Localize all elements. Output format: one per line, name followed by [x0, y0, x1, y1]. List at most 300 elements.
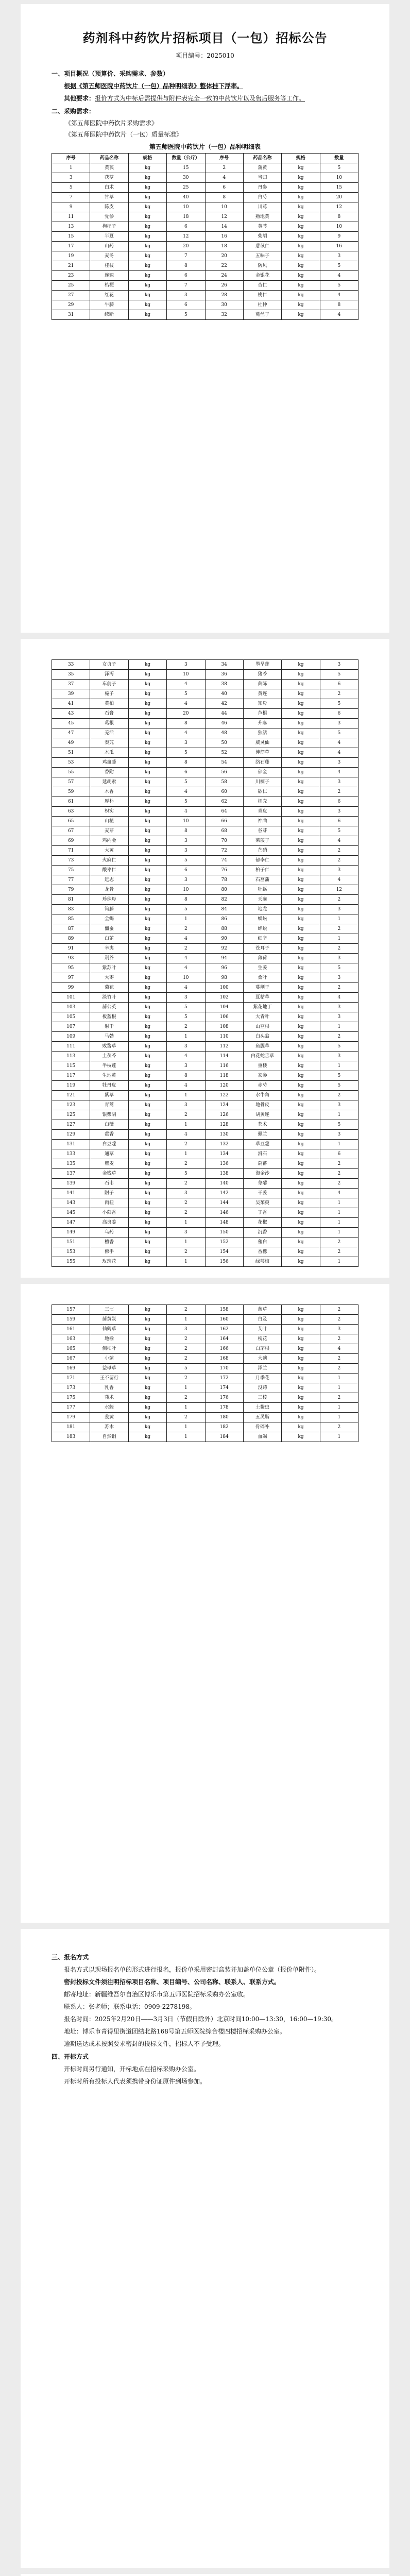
table-cell: 香附 [90, 768, 128, 777]
table-cell: 2 [167, 1334, 205, 1344]
table-cell: 63 [52, 807, 90, 817]
table-cell: kg [128, 905, 166, 914]
table-cell: kg [128, 748, 166, 758]
table-cell: 2 [167, 944, 205, 954]
table-cell: kg [128, 1110, 166, 1120]
table-cell: 1 [167, 1403, 205, 1413]
table-cell: 1 [52, 163, 90, 173]
table-cell: 砂仁 [243, 787, 281, 797]
table-cell: 5 [167, 689, 205, 699]
table-cell: 茜草 [243, 1305, 281, 1315]
table-cell: kg [282, 281, 320, 291]
table-cell: 木香 [90, 787, 128, 797]
table-cell: 170 [205, 1364, 243, 1374]
table-cell: 4 [320, 291, 358, 300]
table-cell: 茯苓 [90, 173, 128, 183]
table-cell: 赤芍 [243, 1081, 281, 1091]
table-cell: 射干 [90, 1022, 128, 1032]
table-cell: 青皮 [243, 807, 281, 817]
table-cell: 15 [320, 183, 358, 193]
table-cell: kg [282, 212, 320, 222]
table-cell: kg [282, 1403, 320, 1413]
table-cell: 4 [205, 173, 243, 183]
table-row [52, 738, 358, 748]
table-cell: 没药 [243, 1383, 281, 1393]
table-cell: kg [282, 1091, 320, 1100]
table-cell: 5 [320, 963, 358, 973]
table-cell: 3 [167, 1189, 205, 1198]
table-row [52, 914, 358, 924]
table-row [52, 1110, 358, 1120]
table-row [52, 1042, 358, 1052]
table-cell: kg [128, 963, 166, 973]
table-cell: 白术 [90, 183, 128, 193]
table-cell: kg [128, 173, 166, 183]
table-cell: kg [128, 689, 166, 699]
table-cell: kg [282, 251, 320, 261]
table-cell: kg [282, 1052, 320, 1061]
table-cell: kg [128, 875, 166, 885]
table-cell: kg [128, 1179, 166, 1189]
table-cell: 24 [205, 271, 243, 281]
table-cell: kg [282, 1393, 320, 1403]
table-cell: 3 [320, 1003, 358, 1012]
table-cell: 3 [320, 905, 358, 914]
table-cell: kg [128, 826, 166, 836]
table-row [52, 281, 358, 291]
table-cell: kg [282, 1238, 320, 1247]
table-cell: 伸筋草 [243, 748, 281, 758]
table-cell: 厚朴 [90, 797, 128, 807]
table-cell: kg [282, 768, 320, 777]
table-cell: kg [128, 973, 166, 983]
table-cell: 85 [52, 914, 90, 924]
table-cell: 7 [167, 251, 205, 261]
table-cell: 地骨皮 [243, 1100, 281, 1110]
table-cell: kg [128, 1208, 166, 1218]
table-cell: 73 [52, 856, 90, 866]
table-cell: 苍术 [243, 1120, 281, 1130]
table-cell: 114 [205, 1052, 243, 1061]
header-cell: 药品名称 [90, 154, 128, 163]
header-cell: 数量 [320, 154, 358, 163]
table-row [52, 1140, 358, 1149]
table-cell: 2 [320, 944, 358, 954]
table-cell: 173 [52, 1383, 90, 1393]
table-cell: 5 [320, 728, 358, 738]
table-cell: 菟丝子 [243, 310, 281, 320]
table-cell: 大青叶 [243, 1012, 281, 1022]
table-cell: 牛膝 [90, 300, 128, 310]
table-cell: 1 [167, 1149, 205, 1159]
table-cell: kg [282, 680, 320, 689]
table-cell: 牡丹皮 [90, 1081, 128, 1091]
table-cell: kg [128, 1120, 166, 1130]
table-cell: 蝉蜕 [243, 924, 281, 934]
table-cell: 171 [52, 1374, 90, 1383]
table-cell: 93 [52, 954, 90, 963]
table-row [52, 1344, 358, 1354]
table-cell: 6 [167, 300, 205, 310]
table-cell: 生地黄 [90, 1071, 128, 1081]
table-cell: kg [128, 738, 166, 748]
table-cell: 56 [205, 768, 243, 777]
table-cell: 10 [167, 973, 205, 983]
table-cell: kg [282, 1354, 320, 1364]
table-row [52, 300, 358, 310]
table-cell: 2 [320, 846, 358, 856]
table-cell: 猪苓 [243, 670, 281, 680]
table-cell: kg [282, 738, 320, 748]
table-cell: 4 [167, 728, 205, 738]
table-cell: kg [128, 281, 166, 291]
table-cell: 4 [167, 1130, 205, 1140]
table-row [52, 836, 358, 846]
table-cell: 121 [52, 1091, 90, 1100]
table-cell: 骨碎补 [243, 1422, 281, 1432]
table-cell: 155 [52, 1257, 90, 1267]
table-cell: 4 [320, 768, 358, 777]
table-cell: 130 [205, 1130, 243, 1140]
table-cell: 五味子 [243, 251, 281, 261]
table-row [52, 242, 358, 251]
table-row [52, 1091, 358, 1100]
table-cell: 48 [205, 728, 243, 738]
opening-attendance: 开标时所有投标人代表须携带身份证原件到场参加。 [64, 2078, 207, 2085]
table-cell: 5 [320, 699, 358, 709]
table-cell: 61 [52, 797, 90, 807]
table-cell: 79 [52, 885, 90, 895]
table-cell: 薏苡仁 [243, 242, 281, 251]
table-row [52, 1130, 358, 1140]
table-cell: 26 [205, 281, 243, 291]
table-cell: 57 [52, 777, 90, 787]
table-cell: 27 [52, 291, 90, 300]
table-row [52, 202, 358, 212]
table-cell: 53 [52, 758, 90, 768]
table-cell: 6 [320, 797, 358, 807]
table-cell: 16 [205, 232, 243, 242]
table-cell: 4 [167, 963, 205, 973]
table-cell: 126 [205, 1110, 243, 1120]
table-cell: 18 [167, 212, 205, 222]
table-cell: 18 [205, 242, 243, 251]
table-cell: 黄柏 [90, 699, 128, 709]
table-cell: kg [282, 807, 320, 817]
table-cell: 蒲公英 [90, 1003, 128, 1012]
table-cell: kg [282, 670, 320, 680]
table-cell: 4 [320, 310, 358, 320]
table-cell: kg [282, 183, 320, 193]
table-cell: kg [128, 944, 166, 954]
table-cell: 17 [52, 242, 90, 251]
table-cell: 6 [320, 1149, 358, 1159]
table-cell: 续断 [90, 310, 128, 320]
table-cell: 花椒 [243, 1218, 281, 1228]
table-cell: 3 [320, 1100, 358, 1110]
table-cell: 熟地黄 [243, 212, 281, 222]
table-row [52, 1374, 358, 1383]
table-cell: 148 [205, 1218, 243, 1228]
table-cell: kg [282, 944, 320, 954]
table-cell: 144 [205, 1198, 243, 1208]
table-cell: 甘草 [90, 193, 128, 202]
table-cell: kg [282, 856, 320, 866]
table-cell: 羌活 [90, 728, 128, 738]
table-cell: 20 [167, 709, 205, 719]
header-cell: 药品名称 [243, 154, 281, 163]
table-cell: 34 [205, 660, 243, 670]
table-cell: 郁李仁 [243, 856, 281, 866]
header-cell: 序号 [205, 154, 243, 163]
table-cell: kg [128, 866, 166, 875]
table-cell: 117 [52, 1071, 90, 1081]
table-row [52, 973, 358, 983]
table-cell: 178 [205, 1403, 243, 1413]
table-cell: 秦艽 [90, 738, 128, 748]
table-cell: 65 [52, 817, 90, 826]
table-row [52, 866, 358, 875]
table-cell: kg [128, 1344, 166, 1354]
table-cell: 升麻 [243, 719, 281, 728]
table-cell: 2 [167, 1305, 205, 1315]
table-cell: kg [282, 1374, 320, 1383]
table-cell: 108 [205, 1022, 243, 1032]
table-cell: kg [128, 777, 166, 787]
table-cell: 154 [205, 1247, 243, 1257]
table-cell: 4 [167, 680, 205, 689]
table-cell: 76 [205, 866, 243, 875]
table-cell: kg [128, 212, 166, 222]
header-cell: 序号 [52, 154, 90, 163]
project-number: 项目编号：2025010 [176, 52, 234, 59]
table-cell: 香橼 [243, 1247, 281, 1257]
table-cell: 白芷 [90, 934, 128, 944]
table-cell: 180 [205, 1413, 243, 1422]
table-cell: 桑叶 [243, 973, 281, 983]
table-cell: 僵蚕 [90, 924, 128, 934]
table-cell: kg [282, 1422, 320, 1432]
table-cell: 全蝎 [90, 914, 128, 924]
table-cell: kg [128, 1228, 166, 1238]
table-row [52, 954, 358, 963]
table-cell: 47 [52, 728, 90, 738]
page-5 [21, 2574, 389, 2576]
table-row [52, 1120, 358, 1130]
table-cell: 107 [52, 1022, 90, 1032]
table-cell: 薤白 [243, 1238, 281, 1247]
table-cell: 2 [167, 1374, 205, 1383]
table-cell: 6 [205, 183, 243, 193]
table-cell: 薄荷 [243, 954, 281, 963]
table-cell: 1 [320, 1208, 358, 1218]
table-cell: kg [128, 300, 166, 310]
table-cell: 土鳖虫 [243, 1403, 281, 1413]
table-cell: 自然铜 [90, 1432, 128, 1442]
table-cell: 30 [167, 173, 205, 183]
table-cell: 3 [167, 1228, 205, 1238]
table-cell: 67 [52, 826, 90, 836]
table-cell: 45 [52, 719, 90, 728]
table-cell: 酸枣仁 [90, 866, 128, 875]
table-cell: 8 [167, 1071, 205, 1081]
table-row [52, 1315, 358, 1325]
table-cell: kg [128, 856, 166, 866]
table-cell: kg [282, 914, 320, 924]
table-cell: 95 [52, 963, 90, 973]
table-cell: kg [282, 261, 320, 271]
table-cell: 丹参 [243, 183, 281, 193]
table-cell: 2 [320, 856, 358, 866]
table-cell: 黄芪 [90, 163, 128, 173]
table-cell: kg [282, 748, 320, 758]
table-row [52, 212, 358, 222]
table-cell: 167 [52, 1354, 90, 1364]
table-cell: 辛夷 [90, 944, 128, 954]
table-row [52, 1100, 358, 1110]
table-cell: 海金沙 [243, 1169, 281, 1179]
section-2-heading: 二、采购需求： [52, 108, 95, 115]
table-cell: 8 [167, 895, 205, 905]
table-cell: 7 [167, 281, 205, 291]
table-cell: 160 [205, 1315, 243, 1325]
table-cell: 1 [167, 914, 205, 924]
table-row [52, 1334, 358, 1344]
table-cell: 侧柏叶 [90, 1344, 128, 1354]
table-cell: 106 [205, 1012, 243, 1022]
table-cell: 3 [167, 660, 205, 670]
table-cell: 防风 [243, 261, 281, 271]
table-cell: 天麻 [243, 895, 281, 905]
table-cell: 红花 [90, 291, 128, 300]
table-cell: 2 [320, 924, 358, 934]
table-cell: kg [128, 758, 166, 768]
table-cell: 4 [167, 983, 205, 993]
table-cell: 5 [167, 777, 205, 787]
table-cell: 78 [205, 875, 243, 885]
table-cell: 105 [52, 1012, 90, 1022]
table-cell: 4 [167, 1052, 205, 1061]
table-cell: kg [128, 1334, 166, 1344]
table-row [52, 670, 358, 680]
table-cell: kg [128, 222, 166, 232]
table-cell: 6 [167, 768, 205, 777]
table-cell: 25 [52, 281, 90, 291]
table-row [52, 1012, 358, 1022]
table-cell: kg [282, 1189, 320, 1198]
table-cell: 白及 [243, 1315, 281, 1325]
table-cell: 4 [320, 748, 358, 758]
table-cell: 5 [167, 1012, 205, 1022]
table-row [52, 1071, 358, 1081]
table-cell: 4 [320, 993, 358, 1003]
table-cell: 枳实 [90, 807, 128, 817]
table-cell: 3 [320, 1130, 358, 1140]
table-cell: 1 [320, 1374, 358, 1383]
table-cell: 莱菔子 [243, 836, 281, 846]
table-row [52, 1238, 358, 1247]
table-cell: kg [128, 1422, 166, 1432]
table-cell: 142 [205, 1189, 243, 1198]
table-cell: 3 [167, 738, 205, 748]
table-cell: 木瓜 [90, 748, 128, 758]
table-cell: kg [128, 1354, 166, 1364]
table-cell: kg [128, 271, 166, 281]
section-3-heading: 三、报名方式 [52, 1954, 89, 1961]
table-cell: kg [128, 719, 166, 728]
table-cell: 佛手 [90, 1247, 128, 1257]
table-cell: 37 [52, 680, 90, 689]
table-cell: 169 [52, 1364, 90, 1374]
table-cell: 1 [320, 1228, 358, 1238]
table-row [52, 261, 358, 271]
table-row [52, 699, 358, 709]
table-cell: 101 [52, 993, 90, 1003]
table-cell: 165 [52, 1344, 90, 1354]
note-text: 报价方式为中标后需提供与附件表完全一致的中药饮片以及售后服务等工作。 [95, 95, 305, 102]
table-cell: kg [282, 885, 320, 895]
table-cell: 水牛角 [243, 1091, 281, 1100]
table-cell: 161 [52, 1325, 90, 1334]
table-cell: 8 [167, 826, 205, 836]
table-cell: kg [282, 271, 320, 281]
table-cell: 125 [52, 1110, 90, 1120]
table-cell: 威灵仙 [243, 738, 281, 748]
table-cell: kg [282, 1315, 320, 1325]
table-cell: 2 [320, 787, 358, 797]
table-cell: kg [282, 1325, 320, 1334]
table-cell: 白茅根 [243, 1344, 281, 1354]
table-cell: 白薇 [90, 1120, 128, 1130]
header-cell: 规格 [282, 154, 320, 163]
table-cell: 4 [167, 807, 205, 817]
table-cell: 10 [205, 202, 243, 212]
table-cell: 白头翁 [243, 1032, 281, 1042]
table-cell: 5 [320, 670, 358, 680]
table-cell: 146 [205, 1208, 243, 1218]
table-cell: kg [282, 1022, 320, 1032]
opening-time: 开标时间另行通知，开标地点在招标采购办公室。 [64, 2065, 200, 2073]
table-cell: 128 [205, 1120, 243, 1130]
table-cell: kg [282, 924, 320, 934]
table-cell: 麦冬 [90, 251, 128, 261]
table-cell: kg [282, 1100, 320, 1110]
table-cell: 10 [320, 173, 358, 183]
table-cell: 5 [320, 1071, 358, 1081]
table-cell: 183 [52, 1432, 90, 1442]
table-cell: kg [282, 699, 320, 709]
table-cell: 8 [320, 300, 358, 310]
table-cell: 沉香 [243, 1228, 281, 1238]
table-cell: 1 [167, 1091, 205, 1100]
table-row [52, 1403, 358, 1413]
table-cell: 113 [52, 1052, 90, 1061]
table-cell: 石菖蒲 [243, 875, 281, 885]
table-cell: 芦根 [243, 709, 281, 719]
table-cell: 重楼 [243, 1061, 281, 1071]
table-cell: 28 [205, 291, 243, 300]
table-row [52, 709, 358, 719]
table-cell: kg [128, 232, 166, 242]
table-cell: kg [282, 1305, 320, 1315]
table-cell: 179 [52, 1413, 90, 1422]
table-cell: 163 [52, 1334, 90, 1344]
table-cell: 6 [320, 709, 358, 719]
table-cell: kg [282, 1432, 320, 1442]
table-cell: 干姜 [243, 1189, 281, 1198]
table-cell: 三七 [90, 1305, 128, 1315]
table-cell: 172 [205, 1374, 243, 1383]
